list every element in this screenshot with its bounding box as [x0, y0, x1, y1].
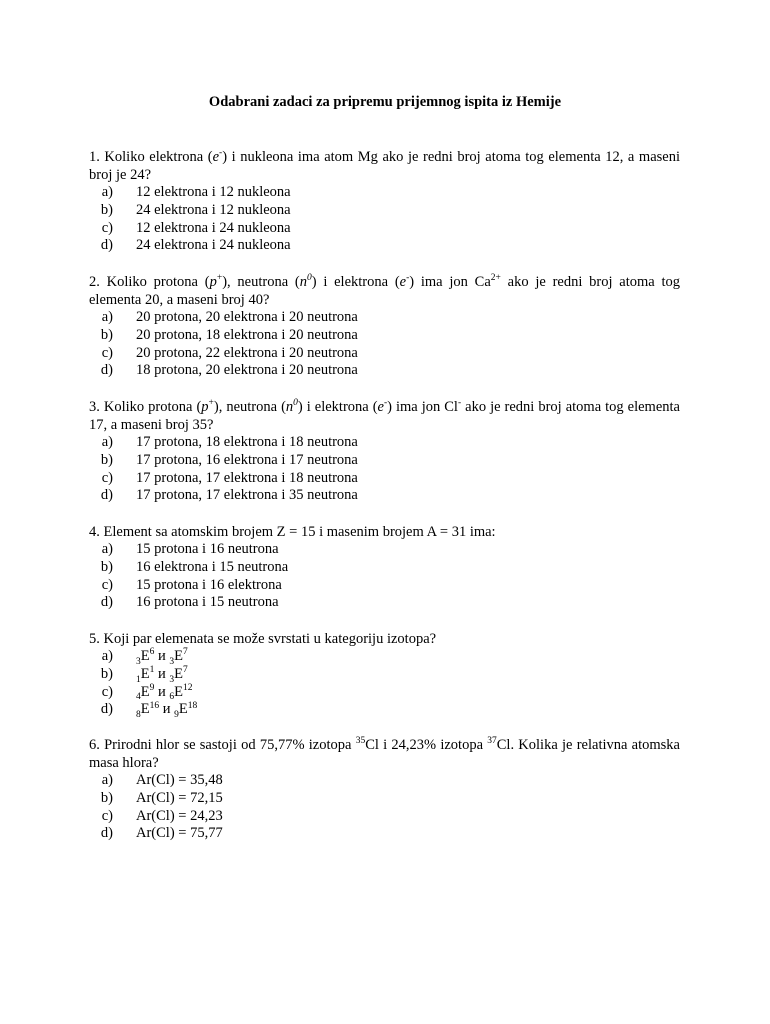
option-c: c) $_4E^9$ и $_6E^{12}$	[101, 682, 193, 703]
question-2-options	[89, 309, 680, 380]
question-2-stem: 2. Koliko protona (p+), neutrona $(n^0)$ i elektrona (e-) ima jon $Ca^{2+}$ ako je redni broj atoma tog elementa 20, a maseni broj 40?	[89, 273, 681, 308]
question-4-options	[89, 541, 680, 612]
question-1-options	[89, 184, 680, 255]
question-4-stem: 4. Element sa atomskim brojem Z = 15 i masenim brojem A = 31 ima:	[89, 524, 496, 540]
option-b: b) 24 elektrona i 12 nukleona	[100, 201, 291, 218]
question-1	[89, 148, 680, 255]
option-b: b) 17 protona, 16 elektrona i 17 neutrona	[100, 451, 358, 468]
option-b: b) 16 elektrona i 15 neutrona	[100, 558, 289, 575]
option-d: d) $_8E^{16}$ и $_9E^{18}$	[100, 700, 198, 721]
option-d: d) 16 protona i 15 neutrona	[100, 594, 279, 611]
option-a: a) 17 protona, 18 elektrona i 18 neutrona	[101, 434, 358, 450]
option-a: a) $_3E^6$ и $_3E^7$	[101, 647, 188, 667]
option-c: c) 20 protona, 22 elektrona i 20 neutrona	[101, 344, 358, 361]
option-c: c) Ar(Cl) = 24,23	[101, 807, 223, 824]
page-title: Odabrani zadaci za pripremu prijemnog ispita iz Hemije	[208, 94, 562, 110]
question-5-options	[89, 648, 680, 719]
question-3	[89, 398, 680, 505]
option-a: a) 20 protona, 20 elektrona i 20 neutrona	[101, 309, 358, 325]
question-5	[89, 630, 680, 719]
option-d: d) 17 protona, 17 elektrona i 35 neutrona	[100, 487, 358, 504]
option-c: c) 12 elektrona i 24 nukleona	[101, 219, 291, 236]
question-3-stem: 3. Koliko protona (p+), neutrona $(n^0)$ i elektrona (e-) ima jon Cl- ako je redni broj atoma tog elementa 17, a maseni broj 35?	[89, 398, 680, 433]
option-a: a) 15 protona i 16 neutrona	[101, 541, 279, 557]
option-c: c) 17 protona, 17 elektrona i 18 neutrona	[101, 469, 358, 486]
option-a: a) 12 elektrona i 12 nukleona	[101, 184, 291, 200]
option-b: b) 20 protona, 18 elektrona i 20 neutrona	[100, 326, 358, 343]
question-4	[89, 523, 680, 612]
question-2	[89, 273, 680, 380]
option-b: b) Ar(Cl) = 72,15	[100, 789, 223, 806]
question-1-stem: 1. Koliko elektrona (e-) i nukleona ima atom Mg ako je redni broj atoma tog elementa 12, a maseni broj je 24?	[89, 148, 680, 183]
question-6	[89, 736, 680, 843]
question-5-stem: 5. Koji par elemenata se može svrstati u kategoriju izotopa?	[89, 631, 437, 647]
option-d: d) 18 protona, 20 elektrona i 20 neutrona	[100, 362, 358, 379]
option-d: d) Ar(Cl) = 75,77	[100, 825, 223, 842]
option-c: c) 15 protona i 16 elektrona	[101, 576, 282, 593]
question-6-options	[89, 772, 680, 843]
question-6-stem: 6. Prirodni hlor se sastoji od 75,77% izotopa $^{35}$Cl i 24,23% izotopa $^{37}$Cl. Kolika je relativna atomska masa hlora?	[89, 736, 680, 771]
option-a: a) Ar(Cl) = 35,48	[101, 772, 223, 788]
option-b: b) $_1E^1$ и $_3E^7$	[100, 664, 188, 685]
option-d: d) 24 elektrona i 24 nukleona	[100, 237, 291, 254]
question-3-options	[89, 434, 680, 505]
